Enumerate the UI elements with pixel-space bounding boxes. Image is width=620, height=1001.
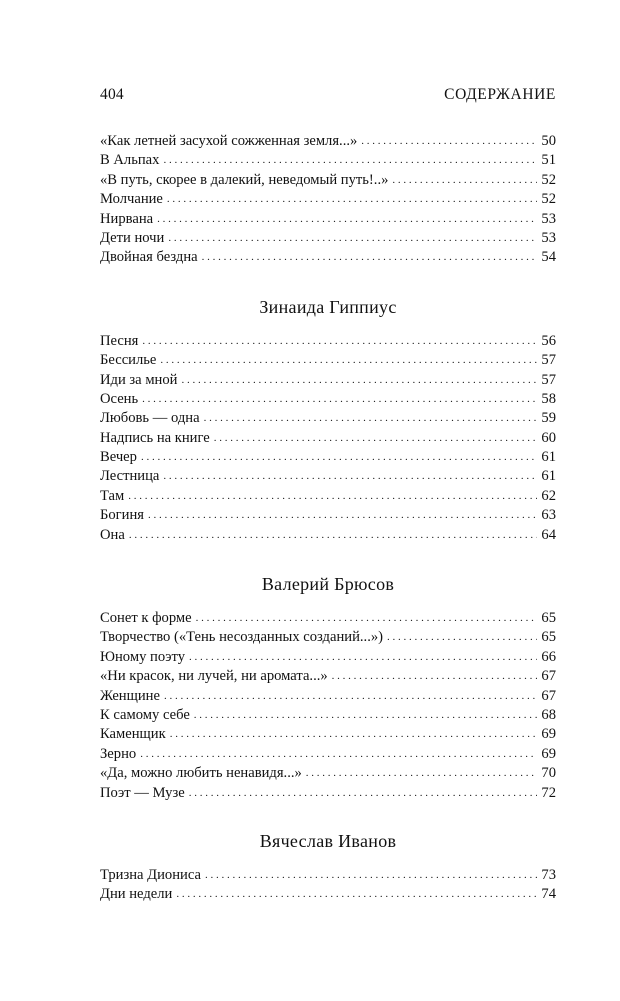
dot-leader [128, 487, 537, 506]
dot-leader [167, 190, 537, 209]
toc-entry-title: Молчание [100, 191, 163, 208]
toc-entry-title: Тризна Диониса [100, 866, 201, 883]
toc-entry-page: 66 [541, 648, 556, 665]
toc-entry [100, 332, 556, 351]
toc-entry-title: Дни недели [100, 886, 173, 903]
toc-entry-title: Бессилье [100, 352, 157, 369]
running-title: СОДЕРЖАНИЕ [444, 86, 556, 103]
dot-leader [387, 628, 537, 647]
dot-leader [163, 151, 537, 170]
toc-entry-title: Иди за мной [100, 371, 178, 388]
dot-leader [164, 687, 537, 706]
toc-entry-page: 61 [541, 449, 556, 466]
dot-leader [194, 706, 537, 725]
toc-entry-title: «Как летней засухой сожженная земля...» [100, 133, 358, 149]
toc-entry-title: Дети ночи [100, 229, 165, 246]
toc-entry-title: Лестница [100, 468, 160, 485]
toc-entry [100, 885, 556, 904]
toc-entry-page: 67 [541, 687, 556, 704]
toc-entry [100, 609, 556, 628]
toc-section [100, 609, 556, 803]
toc-entry-page: 61 [541, 468, 556, 485]
toc-entry-page: 52 [541, 191, 556, 208]
toc-entry [100, 190, 556, 209]
toc-entry-page: 50 [541, 133, 556, 149]
toc-entry-title: Каменщик [100, 726, 166, 743]
toc-entry-title: Творчество («Тень несозданных созданий...») [100, 629, 383, 646]
toc-entry [100, 171, 556, 190]
toc-entry [100, 687, 556, 706]
dot-leader [141, 448, 537, 467]
toc-entry-title: Двойная бездна [100, 249, 198, 266]
table-of-contents [100, 132, 556, 905]
toc-entry-page: 69 [541, 745, 556, 762]
toc-entry-page: 73 [541, 866, 556, 883]
toc-entry [100, 448, 556, 467]
toc-entry [100, 667, 556, 686]
toc-entry-page: 64 [541, 526, 556, 543]
toc-entry [100, 866, 556, 885]
toc-entry-title: К самому себе [100, 706, 190, 723]
author-heading: Зинаида Гиппиус [259, 296, 397, 317]
toc-entry [100, 648, 556, 667]
dot-leader [160, 351, 537, 370]
toc-entry-title: Осень [100, 390, 139, 407]
toc-entry-title: Женщине [100, 687, 160, 704]
dot-leader [392, 171, 537, 190]
author-heading: Вячеслав Иванов [259, 830, 397, 851]
toc-section [100, 332, 556, 545]
toc-entry-title: Нирвана [100, 210, 154, 227]
toc-entry-page: 53 [541, 210, 556, 227]
toc-entry [100, 371, 556, 390]
dot-leader [205, 866, 537, 885]
toc-entry-title: В Альпах [100, 152, 160, 169]
toc-entry [100, 132, 556, 151]
toc-entry-page: 60 [541, 429, 556, 446]
dot-leader [332, 667, 537, 686]
toc-entry-page: 72 [541, 784, 556, 801]
toc-entry-title: Вечер [100, 449, 137, 466]
toc-entry-title: Там [100, 487, 125, 504]
toc-entry [100, 390, 556, 409]
page-number: 404 [100, 86, 124, 103]
toc-entry-page: 63 [541, 507, 556, 524]
toc-entry-page: 54 [541, 249, 556, 266]
author-heading: Валерий Брюсов [261, 574, 395, 595]
toc-entry [100, 151, 556, 170]
toc-entry [100, 784, 556, 803]
toc-entry-title: Юному поэту [100, 648, 186, 665]
dot-leader [140, 745, 537, 764]
toc-page [100, 86, 556, 905]
toc-entry-page: 57 [541, 371, 556, 388]
toc-entry [100, 764, 556, 783]
toc-entry-title: Песня [100, 332, 139, 349]
toc-entry [100, 467, 556, 486]
toc-entry-page: 57 [541, 352, 556, 369]
toc-entry [100, 229, 556, 248]
toc-entry [100, 706, 556, 725]
toc-entry [100, 351, 556, 370]
dot-leader [170, 725, 537, 744]
toc-entry-page: 70 [541, 765, 556, 782]
toc-entry [100, 628, 556, 647]
toc-entry-title: Любовь — одна [100, 410, 200, 427]
dot-leader [189, 648, 537, 667]
dot-leader [142, 390, 537, 409]
toc-entry-page: 67 [541, 668, 556, 685]
toc-entry-page: 53 [541, 229, 556, 246]
toc-entry-title: Сонет к форме [100, 610, 192, 627]
toc-entry [100, 429, 556, 448]
toc-entry [100, 526, 556, 545]
dot-leader [306, 764, 537, 783]
toc-entry-title: Надпись на книге [100, 429, 210, 446]
dot-leader [181, 371, 537, 390]
toc-entry [100, 248, 556, 267]
toc-entry-page: 51 [541, 152, 556, 169]
dot-leader [142, 332, 537, 351]
toc-entry-title: «В путь, скорее в далекий, неведомый путь!..» [100, 171, 389, 188]
toc-entry-page: 65 [541, 629, 556, 646]
toc-entry-page: 56 [541, 332, 556, 349]
dot-leader [202, 248, 537, 267]
toc-entry-page: 65 [541, 610, 556, 627]
toc-entry-page: 69 [541, 726, 556, 743]
dot-leader [196, 609, 537, 628]
toc-entry-title: Она [100, 526, 125, 543]
toc-entry [100, 725, 556, 744]
dot-leader [214, 429, 537, 448]
dot-leader [163, 467, 537, 486]
running-header [100, 86, 556, 106]
dot-leader [176, 885, 537, 904]
toc-section [100, 866, 556, 905]
toc-entry-title: Богиня [100, 507, 144, 524]
toc-entry-page: 62 [541, 487, 556, 504]
toc-entry [100, 409, 556, 428]
dot-leader [361, 132, 537, 151]
toc-entry-title: Поэт — Музе [100, 784, 185, 801]
toc-entry-page: 58 [541, 390, 556, 407]
toc-entry-page: 59 [541, 410, 556, 427]
toc-entry-title: Зерно [100, 745, 137, 762]
toc-entry-title: «Ни красок, ни лучей, ни аромата...» [100, 668, 328, 685]
dot-leader [148, 506, 537, 525]
toc-entry-page: 74 [541, 886, 556, 903]
dot-leader [168, 229, 537, 248]
toc-entry-title: «Да, можно любить ненавидя...» [100, 765, 302, 782]
toc-entry-page: 68 [541, 706, 556, 723]
dot-leader [204, 409, 537, 428]
dot-leader [189, 784, 537, 803]
toc-entry [100, 487, 556, 506]
dot-leader [157, 210, 537, 229]
toc-entry [100, 210, 556, 229]
dot-leader [129, 526, 537, 545]
toc-entry [100, 745, 556, 764]
toc-entry-page: 52 [541, 171, 556, 188]
toc-entry [100, 506, 556, 525]
toc-section [100, 132, 556, 268]
